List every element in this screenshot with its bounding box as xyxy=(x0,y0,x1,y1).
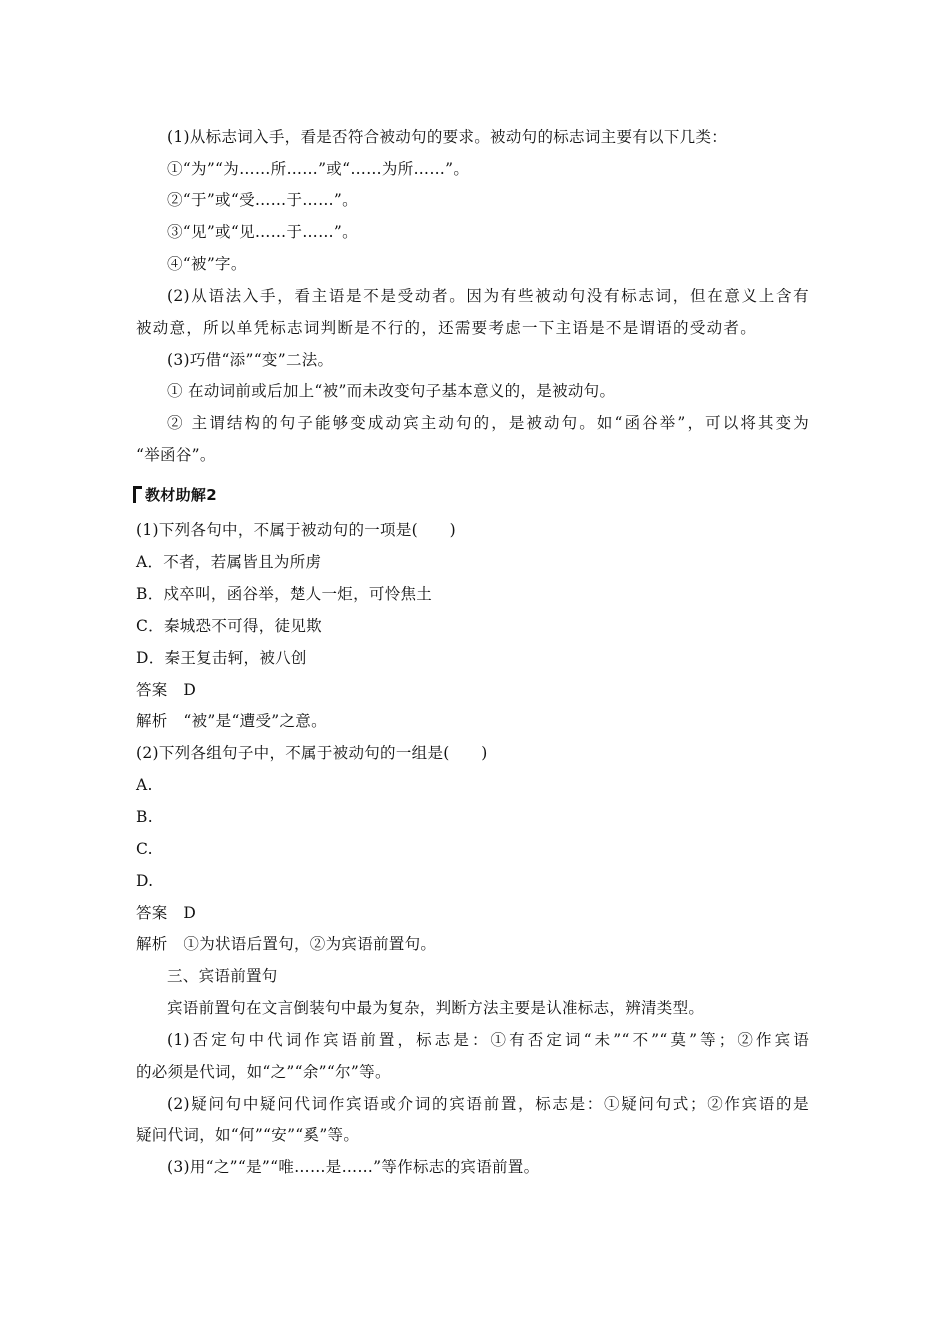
answer: 答案 D xyxy=(136,904,197,922)
explanation: 解析 ①为状语后置句，②为宾语前置句。 xyxy=(136,935,437,953)
paragraph-line: (2)从语法入手，看主语是不是受动者。因为有些被动句没有标志词，但在意义上含有 xyxy=(167,287,809,305)
paragraph-line: (2)疑问句中疑问代词作宾语或介词的宾语前置，标志是：①疑问句式；②作宾语的是 xyxy=(167,1095,809,1113)
paragraph-line: 的必须是代词，如“之”“余”“尔”等。 xyxy=(136,1063,391,1081)
list-item: ② 主谓结构的句子能够变成动宾主动句的，是被动句。如“函谷举”，可以将其变为 xyxy=(167,414,809,432)
option-a: A．不者，若属皆且为所虏 xyxy=(136,553,322,571)
list-item: ③“见”或“见……于……”。 xyxy=(167,223,358,241)
list-item: ①“为”“为……所……”或“……为所……”。 xyxy=(167,160,470,178)
paragraph-line: “举函谷”。 xyxy=(136,446,216,464)
section-title: 三、宾语前置句 xyxy=(167,967,278,985)
paragraph-line: (3)用“之”“是”“唯……是……”等作标志的宾语前置。 xyxy=(167,1158,540,1176)
question-text: (1)下列各句中，不属于被动句的一项是( ) xyxy=(136,521,456,539)
paragraph-line: (3)巧借“添”“变”二法。 xyxy=(167,351,334,369)
corner-bracket-icon xyxy=(133,486,142,503)
paragraph-line: (1)否定句中代词作宾语前置，标志是：①有否定词“未”“不”“莫”等；②作宾语 xyxy=(167,1031,809,1049)
option-d: D. xyxy=(136,872,154,890)
list-item: ① 在动词前或后加上“被”而未改变句子基本意义的，是被动句。 xyxy=(167,382,616,400)
option-d: D．秦王复击轲，被八创 xyxy=(136,649,307,667)
list-item: ④“被”字。 xyxy=(167,255,247,273)
option-b: B．戍卒叫，函谷举，楚人一炬，可怜焦土 xyxy=(136,585,433,603)
option-b: B. xyxy=(136,808,153,826)
option-c: C. xyxy=(136,840,153,858)
option-a: A. xyxy=(136,776,153,794)
question-text: (2)下列各组句子中，不属于被动句的一组是( ) xyxy=(136,744,488,762)
section-heading xyxy=(133,485,217,505)
paragraph-line: 疑问代词，如“何”“安”“奚”等。 xyxy=(136,1126,360,1144)
paragraph-line: 宾语前置句在文言倒装句中最为复杂，判断方法主要是认准标志，辨清类型。 xyxy=(167,999,705,1017)
paragraph-line: 被动意，所以单凭标志词判断是不行的，还需要考虑一下主语是不是谓语的受动者。 xyxy=(136,319,756,337)
answer: 答案 D xyxy=(136,681,197,699)
option-c: C．秦城恐不可得，徒见欺 xyxy=(136,617,322,635)
list-item: ②“于”或“受……于……”。 xyxy=(167,191,358,209)
section-heading-text: 教材助解2 xyxy=(145,486,217,504)
paragraph-line: (1)从标志词入手，看是否符合被动句的要求。被动句的标志词主要有以下几类： xyxy=(167,128,728,146)
explanation: 解析 “被”是“遭受”之意。 xyxy=(136,712,327,730)
